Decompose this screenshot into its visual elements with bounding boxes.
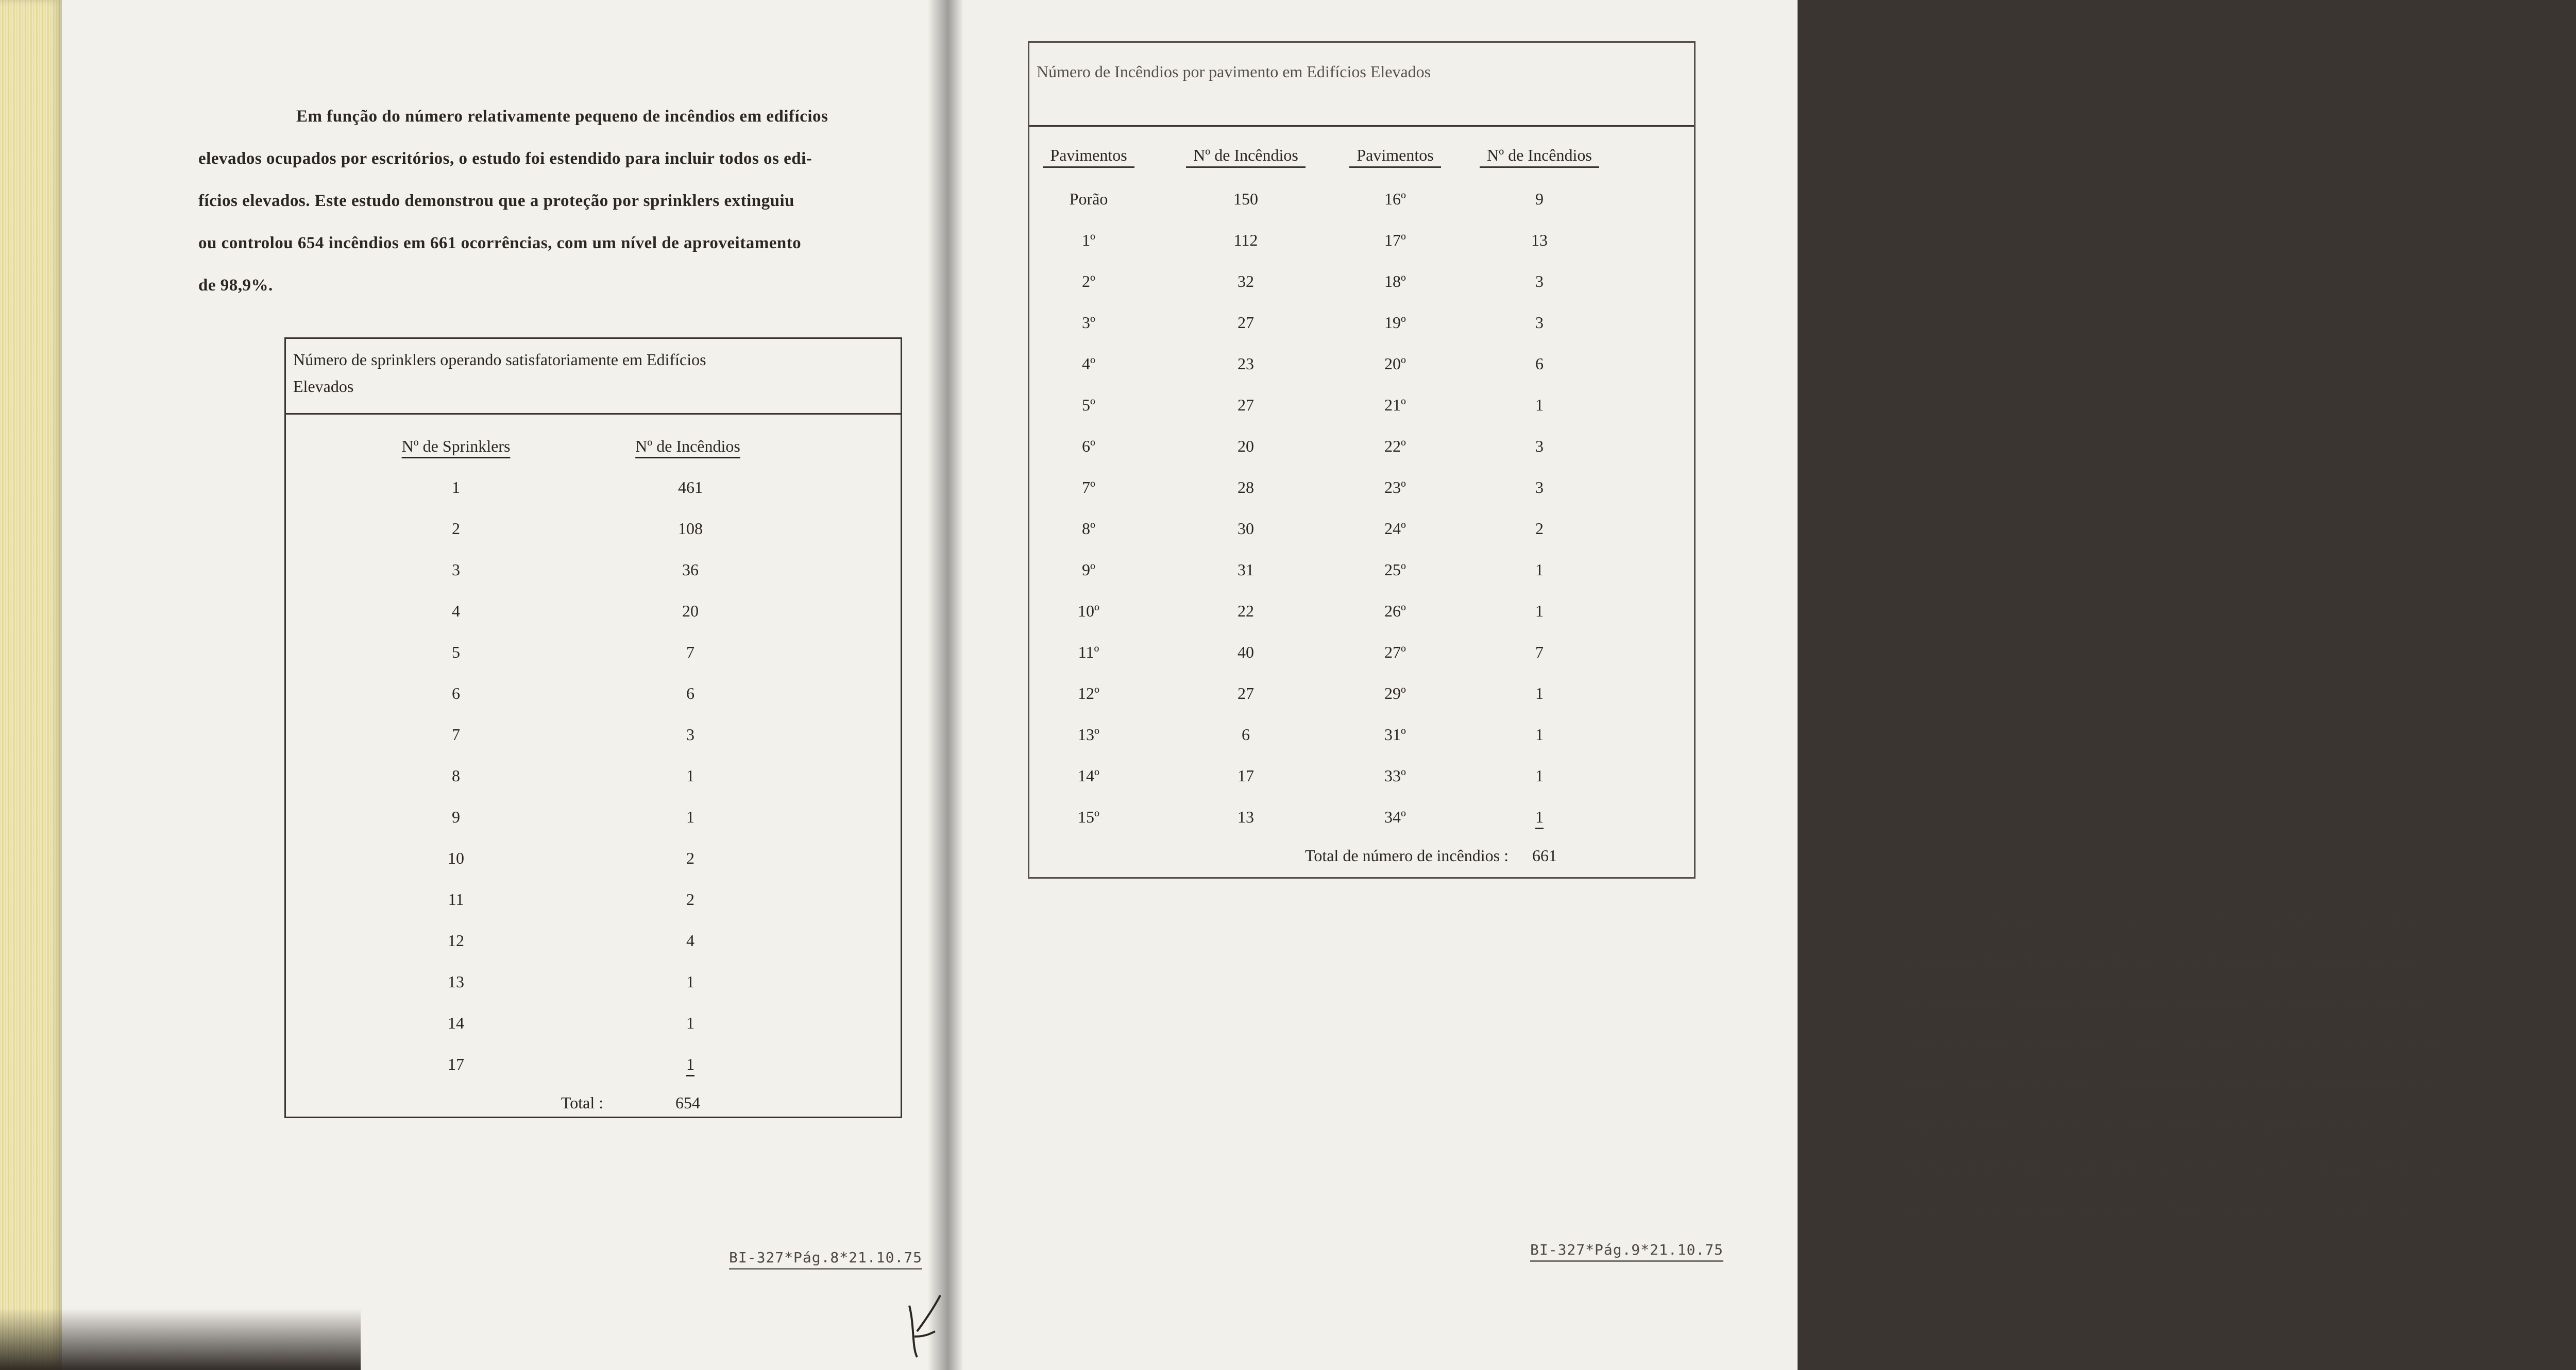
floor-cell: 17º	[1384, 231, 1406, 249]
table-row	[286, 766, 901, 797]
incendios-cell: 7	[1535, 643, 1544, 661]
incendios-count-cell: 461	[678, 478, 703, 496]
table-row	[1029, 231, 1694, 262]
floor-cell: 10º	[1078, 602, 1099, 620]
table-row	[286, 519, 901, 550]
table-row	[286, 972, 901, 1003]
incendios-cell: 1	[1535, 602, 1544, 620]
incendios-cell: 6	[1535, 354, 1544, 373]
paragraph-line: tura pelo sistema de spray até quartos de hotel ; de tipografias a cozinhas ; de	[1899, 1198, 2412, 1217]
left-paragraph	[198, 95, 940, 306]
incendios-cell: 27	[1238, 313, 1254, 332]
table-row	[1029, 437, 1694, 468]
header-text: Nº de Incêndios	[1480, 146, 1599, 168]
page-edges	[0, 0, 62, 1370]
sprinkler-count-cell: 4	[452, 602, 460, 620]
paragraph-line: ou mais sprinklers. Dois foram devidos a lixo de papel, dois causados por líqui-	[1899, 951, 2428, 969]
floor-cell: 25º	[1384, 560, 1406, 579]
spine-shadow	[948, 0, 963, 1370]
incendios-count-cell: 1	[686, 1055, 694, 1073]
table-row	[1029, 396, 1694, 426]
page-footer-code: BI-327*Pág.9*21.10.75	[1530, 1241, 1723, 1262]
total-label: Total de número de incêndios :	[1305, 846, 1509, 865]
header-text: Nº de Incêndios	[1186, 146, 1306, 168]
col-header-sprinklers: Nº de Sprinklers	[401, 437, 511, 455]
total-value: 661	[1532, 846, 1557, 865]
floor-cell: 22º	[1384, 437, 1406, 455]
sprinkler-count-cell: 11	[448, 890, 464, 909]
floor-cell: 24º	[1384, 519, 1406, 538]
incendios-cell: 40	[1238, 643, 1254, 661]
floor-cell: 12º	[1078, 684, 1099, 703]
table-row	[1029, 478, 1694, 509]
sprinkler-count-cell: 7	[452, 725, 460, 744]
floor-cell: 20º	[1384, 354, 1406, 373]
incendios-count-cell: 1	[686, 808, 694, 826]
sprinkler-count-cell: 9	[452, 808, 460, 826]
floor-cell: 19º	[1384, 313, 1406, 332]
floor-cell: 6º	[1082, 437, 1095, 455]
incendios-cell: 13	[1238, 808, 1254, 826]
incendios-count-cell: 3	[686, 725, 694, 744]
floor-cell: 14º	[1078, 766, 1099, 785]
sprinkler-count-cell: 13	[448, 972, 464, 991]
paragraph-line: De particular interesse são os 14 dos 661 incêndios em que abriram 10	[1991, 910, 2460, 928]
table-row	[286, 725, 901, 756]
table-row	[1029, 519, 1694, 550]
paragraph-line: dos inflamáveis que foram usados especialmente para fins incendiários, seis em	[1899, 992, 2428, 1011]
right-page	[948, 0, 2460, 1370]
table-row	[1029, 725, 1694, 756]
table-row	[286, 1055, 901, 1086]
table-row	[286, 890, 901, 921]
header-text: Pavimentos	[1349, 146, 1440, 168]
table-row	[1029, 643, 1694, 674]
table-row	[286, 684, 901, 715]
paragraph-line: tisfatoriamente, eram ocupados pelos mais diversos tipos de ocupação, desde pin-	[1899, 1157, 2441, 1175]
incendios-count-cell: 6	[686, 684, 694, 703]
sprinkler-count-cell: 6	[452, 684, 460, 703]
incendios-count-cell: 108	[678, 519, 703, 538]
incendios-cell: 27	[1238, 684, 1254, 703]
floor-cell: 1º	[1082, 231, 1095, 249]
table-row	[1029, 313, 1694, 344]
incendios-cell: 150	[1233, 190, 1258, 208]
incendios-cell: 1	[1535, 808, 1544, 826]
paragraph-line: fícios elevados. Este estudo demonstrou que a proteção por sprinklers extinguiu	[198, 192, 794, 210]
floor-cell: 8º	[1082, 519, 1095, 538]
floor-cell: 13º	[1078, 725, 1099, 744]
paragraph-line: limpeza de peles. Os outros riscos sinistrados onde os sprinklers operavam sa-	[1899, 1116, 2418, 1134]
floors-table-title	[1029, 43, 1694, 127]
handwritten-signature	[899, 1285, 945, 1362]
floor-cell: 33º	[1384, 766, 1406, 785]
sprinkler-count-cell: 17	[448, 1055, 464, 1073]
incendios-count-cell: 4	[686, 931, 694, 950]
col-header-pavimentos-1	[1035, 146, 1143, 165]
table-row	[1029, 190, 1694, 220]
page-footer-code: BI-327*Pág.8*21.10.75	[729, 1249, 922, 1270]
floor-cell: 9º	[1082, 560, 1095, 579]
sprinkler-count-cell: 10	[448, 849, 464, 867]
floor-cell: 27º	[1384, 643, 1406, 661]
col-header-incendios-2	[1462, 146, 1617, 165]
incendios-cell: 27	[1238, 396, 1254, 414]
sprinkler-count-cell: 3	[452, 560, 460, 579]
sprinkler-count-cell: 14	[448, 1014, 464, 1032]
incendios-count-cell: 1	[686, 766, 694, 785]
sprinkler-count-cell: 5	[452, 643, 460, 661]
incendios-cell: 9	[1535, 190, 1544, 208]
table-row	[286, 643, 901, 674]
incendios-count-cell: 20	[682, 602, 699, 620]
table-row	[1029, 560, 1694, 591]
table-row	[1029, 766, 1694, 797]
incendios-cell: 20	[1238, 437, 1254, 455]
total-row	[1029, 846, 1694, 877]
incendios-cell: 6	[1242, 725, 1250, 744]
paragraph-line: de 98,9%.	[198, 276, 273, 295]
paragraph-line: Em função do número relativamente pequeno de incêndios em edifícios	[296, 107, 828, 126]
floor-cell: 29º	[1384, 684, 1406, 703]
table-title-line: Elevados	[293, 377, 354, 396]
table-row	[286, 931, 901, 962]
floor-cell: 23º	[1384, 478, 1406, 496]
table-title: Número de Incêndios por pavimento em Edifícios Elevados	[1037, 62, 1431, 81]
floor-cell: 4º	[1082, 354, 1095, 373]
floor-cell: 2º	[1082, 272, 1095, 290]
incendios-cell: 2	[1535, 519, 1544, 538]
incendios-cell: 3	[1535, 478, 1544, 496]
left-page	[0, 0, 948, 1370]
floor-cell: 3º	[1082, 313, 1095, 332]
incendios-count-cell: 1	[686, 972, 694, 991]
paragraph-line: fábricas de roupas. Um foi numa despensa de hotel ; outro numa oficina sendo des	[1899, 1034, 2446, 1052]
floor-cell: 34º	[1384, 808, 1406, 826]
total-value: 654	[675, 1093, 700, 1112]
table-row	[1029, 354, 1694, 385]
table-row	[1029, 272, 1694, 303]
table-row	[286, 602, 901, 632]
table-row	[286, 1014, 901, 1044]
incendios-cell: 1	[1535, 725, 1544, 744]
table-row	[1029, 684, 1694, 715]
incendios-count-cell: 36	[682, 560, 699, 579]
col-header-pavimentos-2	[1338, 146, 1452, 165]
floor-cell: Porão	[1069, 190, 1108, 208]
paragraph-line: elevados ocupados por escritórios, o estudo foi estendido para incluir todos os edi-	[198, 149, 812, 168]
floor-cell: 18º	[1384, 272, 1406, 290]
sprinkler-count-cell: 12	[448, 931, 464, 950]
floor-cell: 31º	[1384, 725, 1406, 744]
floor-cell: 21º	[1384, 396, 1406, 414]
table-row	[286, 849, 901, 880]
incendios-cell: 31	[1238, 560, 1254, 579]
table-title-line: Número de sprinklers operando satisfatoriamente em Edifícios	[293, 350, 706, 369]
floor-cell: 16º	[1384, 190, 1406, 208]
incendios-count-cell: 2	[686, 849, 694, 867]
incendios-cell: 3	[1535, 313, 1544, 332]
incendios-count-cell: 7	[686, 643, 694, 661]
incendios-count-cell: 1	[686, 1014, 694, 1032]
col-header-incendios: Nº de Incêndios	[635, 437, 740, 455]
sprinklers-table-title	[286, 339, 901, 415]
paragraph-line: ou controlou 654 incêndios em 661 ocorrências, com um nível de aproveitamento	[198, 234, 802, 252]
book-bottom-shadow	[0, 1308, 361, 1370]
table-row	[286, 478, 901, 509]
sprinkler-count-cell: 1	[452, 478, 460, 496]
header-text: Pavimentos	[1043, 146, 1134, 168]
floor-cell: 26º	[1384, 602, 1406, 620]
floor-cell: 5º	[1082, 396, 1095, 414]
incendios-cell: 22	[1238, 602, 1254, 620]
col-header-incendios-1	[1168, 146, 1323, 165]
table-row	[1029, 602, 1694, 632]
total-label: Total :	[561, 1093, 604, 1112]
total-row	[286, 1093, 901, 1124]
floor-cell: 15º	[1078, 808, 1099, 826]
incendios-cell: 13	[1531, 231, 1548, 249]
table-row	[1029, 808, 1694, 838]
incendios-cell: 1	[1535, 560, 1544, 579]
floors-table	[1028, 41, 1696, 879]
sprinkler-count-cell: 8	[452, 766, 460, 785]
floor-cell: 7º	[1082, 478, 1095, 496]
incendios-cell: 30	[1238, 519, 1254, 538]
table-row	[286, 560, 901, 591]
incendios-cell: 3	[1535, 272, 1544, 290]
incendios-count-cell: 2	[686, 890, 694, 909]
sprinklers-table	[284, 337, 902, 1118]
incendios-cell: 17	[1238, 766, 1254, 785]
table-header-row	[1029, 146, 1694, 177]
paragraph-line: montada ; outro em uma loja de departamento e outro em um estabelecimento de	[1899, 1075, 2435, 1093]
incendios-cell: 1	[1535, 396, 1544, 414]
incendios-cell: 1	[1535, 766, 1544, 785]
right-paragraph	[1899, 899, 2576, 1228]
sprinkler-count-cell: 2	[452, 519, 460, 538]
incendios-cell: 28	[1238, 478, 1254, 496]
incendios-cell: 1	[1535, 684, 1544, 703]
incendios-cell: 32	[1238, 272, 1254, 290]
incendios-cell: 23	[1238, 354, 1254, 373]
incendios-cell: 112	[1233, 231, 1258, 249]
floor-cell: 11º	[1078, 643, 1099, 661]
incendios-cell: 3	[1535, 437, 1544, 455]
table-row	[286, 808, 901, 838]
table-header-row	[286, 437, 901, 468]
